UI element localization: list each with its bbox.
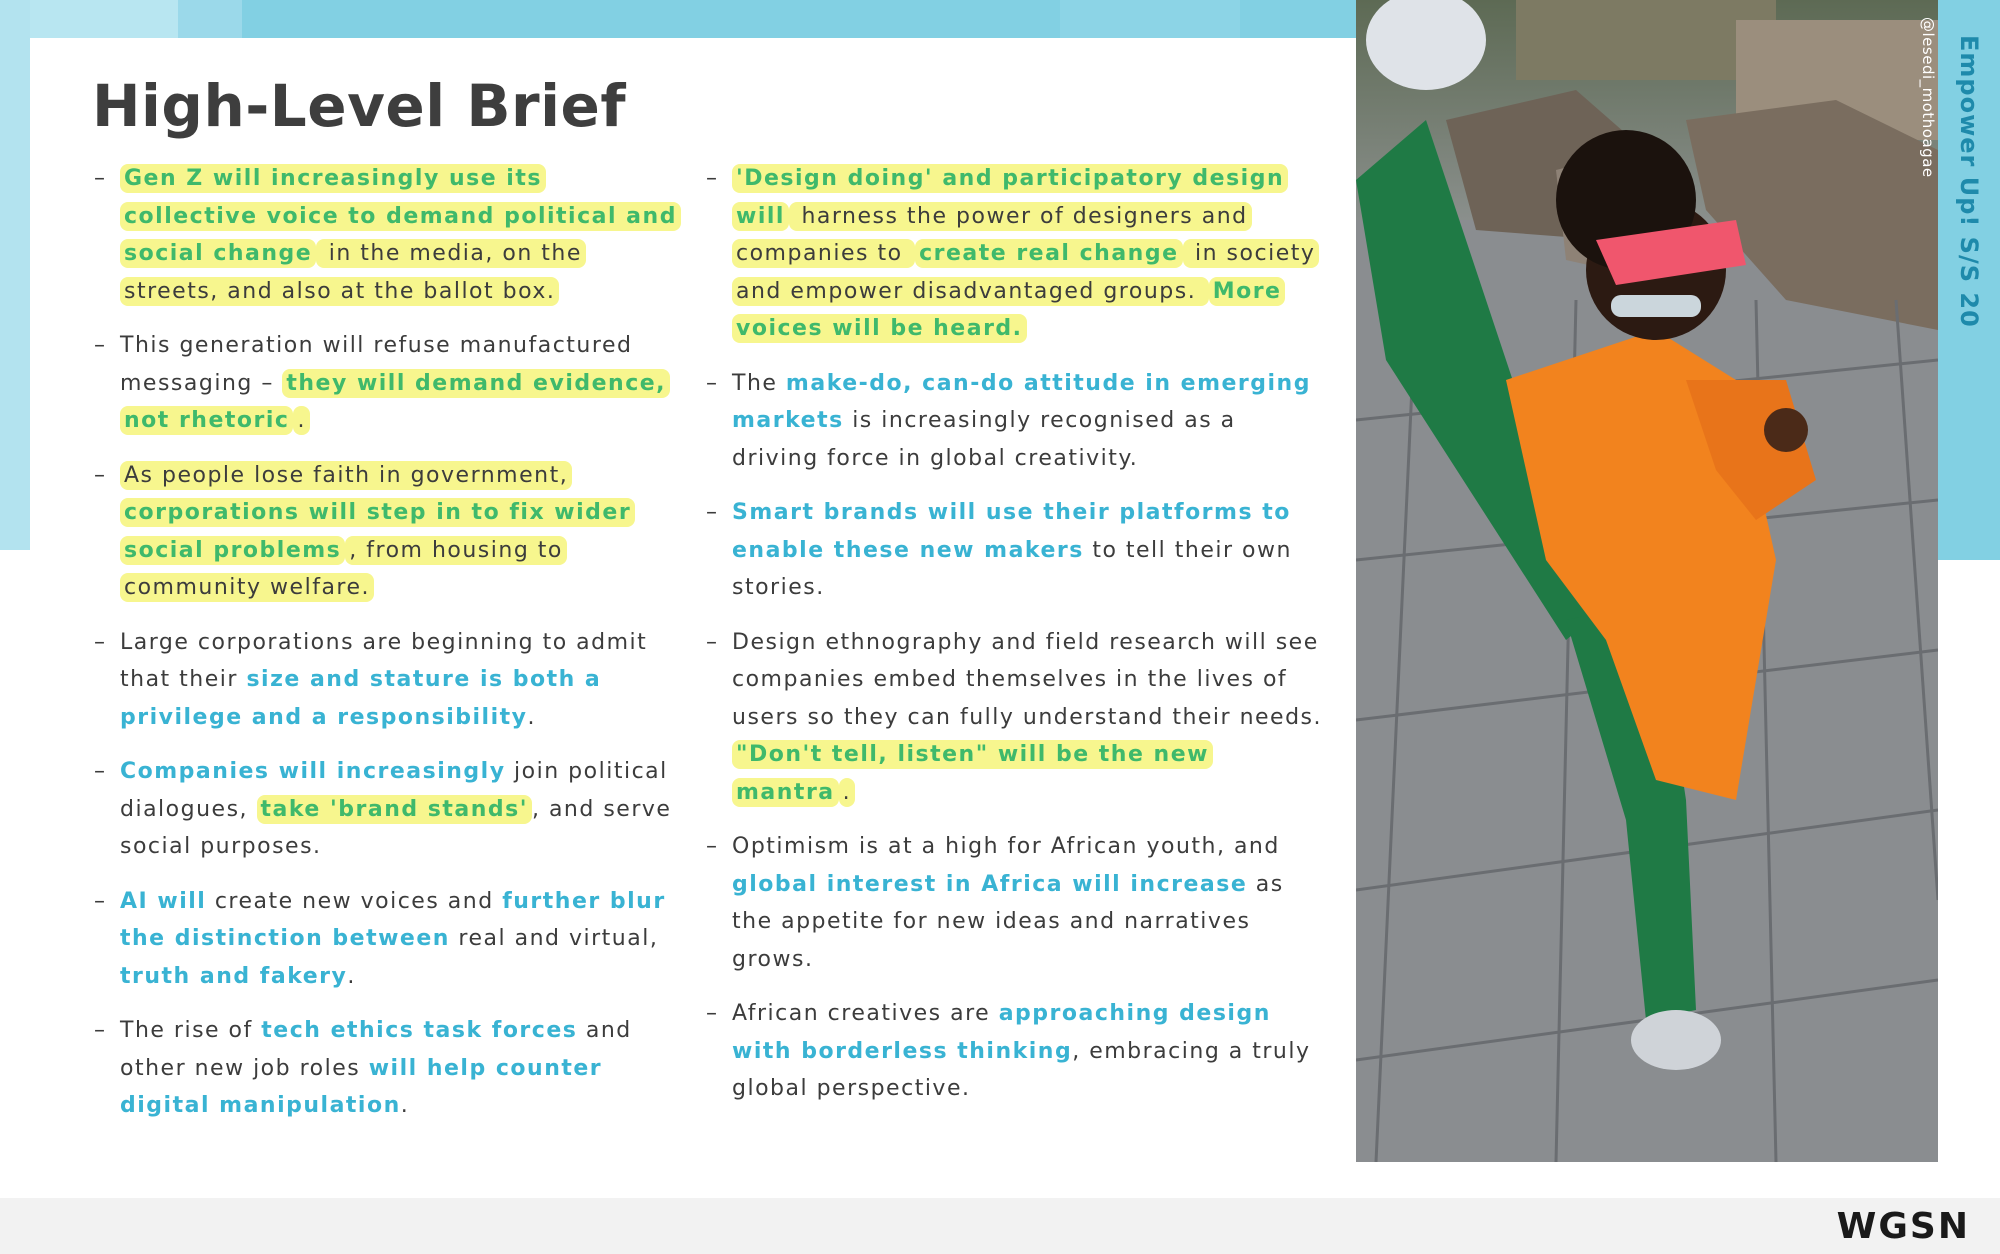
section-tab-text: Empower Up! S/S 20: [1955, 35, 1983, 328]
bullet-text: The rise of: [120, 1018, 262, 1043]
bullet-point: [704, 160, 1324, 348]
bullet-emphasis: More voices will be heard.: [732, 277, 1285, 344]
bullet-point: [92, 327, 682, 440]
bullet-emphasis: Companies will increasingly: [120, 759, 506, 784]
bullet-text: Optimism is at a high for African youth, and: [732, 834, 1280, 859]
bullet-text: and other new job roles: [120, 1018, 632, 1081]
bullet-text: join political dialogues,: [120, 759, 668, 822]
bullet-emphasis: harness the power of designers and companies to: [732, 202, 1252, 269]
photo-credit-text: @lesedi_mothoagae: [1919, 17, 1937, 178]
bullet-text: .: [527, 704, 536, 730]
left-column: [92, 160, 682, 1142]
top-band-tile: [1060, 0, 1240, 38]
bullet-emphasis: Smart brands will use their platforms to enable these new makers: [732, 500, 1291, 563]
bullet-text: .: [347, 963, 356, 989]
bullet-dash: –: [706, 834, 719, 859]
bullet-emphasis: they will demand evidence, not rhetoric: [120, 369, 670, 436]
bullet-emphasis: AI will: [120, 888, 207, 914]
bullet-emphasis: create real change: [915, 239, 1182, 268]
bullet-dash: –: [706, 370, 719, 396]
bullet-dash: –: [94, 333, 107, 358]
bullet-point: [704, 828, 1324, 978]
bullet-dash: –: [706, 1001, 719, 1026]
bullet-emphasis: global interest in Africa will increase: [732, 871, 1248, 897]
bullet-emphasis: in the media, on the streets, and also at the ballot box.: [120, 239, 586, 306]
bullet-emphasis: As people lose faith in government,: [120, 461, 572, 490]
bullet-dash: –: [706, 500, 719, 525]
bullet-text: real and virtual,: [449, 926, 659, 951]
bullet-emphasis: approaching design with borderless thinking: [732, 1001, 1271, 1064]
bullet-text: as the appetite for new ideas and narratives grows.: [732, 871, 1284, 972]
bullet-emphasis: tech ethics task forces: [261, 1018, 578, 1043]
bullet-emphasis: in society and empower disadvantaged groups.: [732, 239, 1319, 306]
bullet-text: to tell their own stories.: [732, 537, 1292, 600]
photo-credit: [1918, 17, 1938, 280]
bullet-dash: –: [706, 166, 719, 191]
bullet-point: [704, 494, 1324, 607]
bullet-text: Large corporations are beginning to admit that their: [120, 629, 648, 692]
bullet-text: This generation will refuse manufactured messaging –: [120, 333, 633, 396]
bullet-text: , embracing a truly global perspective.: [732, 1038, 1311, 1101]
top-band-tile: [178, 0, 242, 38]
bullet-dash: –: [94, 759, 107, 784]
bullet-emphasis: further blur the distinction between: [120, 888, 666, 951]
bullet-emphasis: .: [839, 778, 856, 807]
footer-bar: [0, 1198, 2000, 1254]
left-band: [0, 0, 30, 550]
bullet-text: Design ethnography and field research will see companies embed themselves in the lives of users so they can fully understand their needs.: [732, 629, 1323, 730]
page-title: High-Level Brief: [92, 72, 627, 140]
bullet-point: [92, 457, 682, 607]
bullet-point: [704, 624, 1324, 812]
bullet-point: [92, 1012, 682, 1125]
bullet-emphasis: , from housing to community welfare.: [120, 536, 567, 603]
bullet-dash: –: [94, 166, 107, 191]
bullet-emphasis: truth and fakery: [120, 963, 348, 989]
bullet-text: African creatives are: [732, 1001, 999, 1026]
bullet-point: [704, 365, 1324, 478]
right-column: [704, 160, 1324, 1125]
bullet-emphasis: "Don't tell, listen" will be the new mantra: [732, 740, 1213, 807]
bullet-text: , and serve social purposes.: [120, 796, 672, 859]
bullet-text: .: [400, 1093, 410, 1118]
bullet-emphasis: corporations will step in to fix wider social problems: [120, 498, 635, 565]
bullet-emphasis: make-do, can-do attitude in emerging markets: [732, 370, 1311, 433]
bullet-emphasis: will help counter digital manipulation: [120, 1055, 603, 1118]
bullet-dash: –: [706, 629, 719, 655]
bullet-emphasis: 'Design doing' and participatory design will: [732, 164, 1288, 231]
bullet-point: [704, 995, 1324, 1108]
wgsn-logo: WGSN: [1836, 1206, 1970, 1247]
bullet-dash: –: [94, 888, 107, 914]
bullet-text: The: [732, 370, 786, 396]
bullet-emphasis: take 'brand stands': [257, 795, 532, 824]
bullet-dash: –: [94, 1018, 107, 1043]
bullet-emphasis: Gen Z will increasingly use its collective voice to demand political and social change: [120, 164, 681, 268]
bullet-text: is increasingly recognised as a driving force in global creativity.: [732, 408, 1236, 471]
bullet-dash: –: [94, 462, 107, 488]
bullet-dash: –: [94, 629, 107, 655]
hero-photo: [1356, 0, 1938, 1162]
bullet-emphasis: size and stature is both a privilege and a responsibility: [120, 667, 602, 730]
bullet-text: create new voices and: [206, 888, 503, 914]
bullet-point: [92, 160, 682, 310]
bullet-point: [92, 624, 682, 737]
section-tab-label: [1938, 30, 2000, 330]
bullet-point: [92, 753, 682, 866]
bullet-emphasis: .: [293, 406, 310, 435]
bullet-point: [92, 883, 682, 996]
